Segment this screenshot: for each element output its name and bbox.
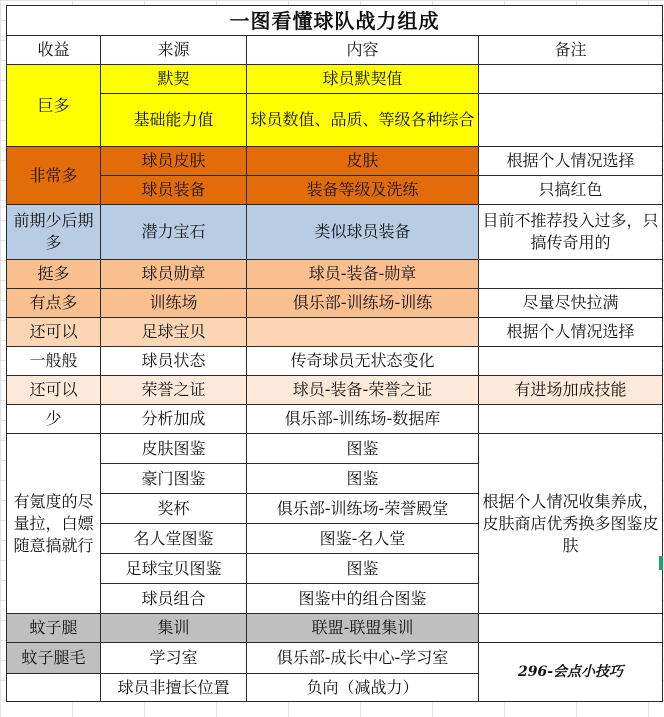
content-cell[interactable]: 球员-装备-荣誉之证	[247, 376, 479, 405]
source-cell[interactable]: 皮肤图鉴	[101, 434, 247, 464]
content-cell[interactable]: 负向（减战力）	[247, 674, 479, 702]
content-cell[interactable]: 图鉴	[247, 464, 479, 494]
income-cell[interactable]: 少	[7, 405, 101, 434]
source-cell[interactable]: 潜力宝石	[101, 205, 247, 260]
income-cell[interactable]: 蚊子腿毛	[7, 643, 101, 674]
note-cell[interactable]	[479, 94, 663, 147]
source-cell[interactable]: 足球宝贝图鉴	[101, 554, 247, 584]
income-cell[interactable]	[7, 674, 101, 702]
income-cell[interactable]: 蚊子腿	[7, 614, 101, 643]
income-cell[interactable]: 一般般	[7, 347, 101, 376]
table-title: 一图看懂球队战力组成	[7, 6, 663, 36]
content-cell[interactable]: 俱乐部-训练场-荣誉殿堂	[247, 494, 479, 524]
content-cell[interactable]: 俱乐部-训练场-训练	[247, 289, 479, 318]
source-cell[interactable]: 默契	[101, 65, 247, 94]
content-cell[interactable]: 图鉴	[247, 554, 479, 584]
header-content[interactable]: 内容	[247, 36, 479, 65]
income-cell[interactable]: 还可以	[7, 376, 101, 405]
content-cell[interactable]: 图鉴中的组合图鉴	[247, 584, 479, 614]
cell-selection-marker	[659, 556, 663, 570]
content-cell[interactable]: 皮肤	[247, 147, 479, 176]
header-source[interactable]: 来源	[101, 36, 247, 65]
note-cell[interactable]: 根据个人情况选择	[479, 147, 663, 176]
content-cell[interactable]: 联盟-联盟集训	[247, 614, 479, 643]
source-cell[interactable]: 球员组合	[101, 584, 247, 614]
content-cell[interactable]: 装备等级及洗练	[247, 176, 479, 205]
source-cell[interactable]: 名人堂图鉴	[101, 524, 247, 554]
note-cell[interactable]: 根据个人情况选择	[479, 318, 663, 347]
source-cell[interactable]: 球员状态	[101, 347, 247, 376]
content-cell[interactable]: 俱乐部-成长中心-学习室	[247, 643, 479, 674]
author-signature: 296-会点小技巧	[479, 643, 663, 702]
note-cell[interactable]: 尽量尽快拉满	[479, 289, 663, 318]
header-note[interactable]: 备注	[479, 36, 663, 65]
source-cell[interactable]: 球员皮肤	[101, 147, 247, 176]
source-cell[interactable]: 球员勋章	[101, 260, 247, 289]
source-cell[interactable]: 奖杯	[101, 494, 247, 524]
income-cell[interactable]: 非常多	[7, 147, 101, 205]
content-cell[interactable]: 俱乐部-训练场-数据库	[247, 405, 479, 434]
note-cell[interactable]	[479, 260, 663, 289]
content-cell[interactable]: 球员-装备-勋章	[247, 260, 479, 289]
income-cell[interactable]: 有点多	[7, 289, 101, 318]
source-cell[interactable]: 学习室	[101, 643, 247, 674]
team-power-table	[6, 5, 663, 702]
income-cell[interactable]: 前期少后期多	[7, 205, 101, 260]
source-cell[interactable]: 分析加成	[101, 405, 247, 434]
note-cell[interactable]: 只搞红色	[479, 176, 663, 205]
note-cell[interactable]: 根据个人情况收集养成，皮肤商店优秀换多图鉴皮肤	[479, 434, 663, 614]
income-cell[interactable]: 挺多	[7, 260, 101, 289]
income-cell[interactable]: 还可以	[7, 318, 101, 347]
note-cell[interactable]	[479, 614, 663, 643]
note-cell[interactable]: 有进场加成技能	[479, 376, 663, 405]
source-cell[interactable]: 足球宝贝	[101, 318, 247, 347]
content-cell[interactable]: 球员数值、品质、等级各种综合	[247, 94, 479, 147]
source-cell[interactable]: 集训	[101, 614, 247, 643]
note-cell[interactable]	[479, 65, 663, 94]
content-cell[interactable]: 图鉴	[247, 434, 479, 464]
note-cell[interactable]: 目前不推荐投入过多，只搞传奇用的	[479, 205, 663, 260]
income-cell[interactable]: 有氪度的尽量拉，白嫖随意搞就行	[7, 434, 101, 614]
note-cell[interactable]	[479, 347, 663, 376]
content-cell[interactable]	[247, 318, 479, 347]
source-cell[interactable]: 球员装备	[101, 176, 247, 205]
content-cell[interactable]: 传奇球员无状态变化	[247, 347, 479, 376]
content-cell[interactable]: 球员默契值	[247, 65, 479, 94]
header-income[interactable]: 收益	[7, 36, 101, 65]
content-cell[interactable]: 图鉴-名人堂	[247, 524, 479, 554]
income-cell[interactable]: 巨多	[7, 65, 101, 147]
source-cell[interactable]: 球员非擅长位置	[101, 674, 247, 702]
source-cell[interactable]: 基础能力值	[101, 94, 247, 147]
content-cell[interactable]: 类似球员装备	[247, 205, 479, 260]
source-cell[interactable]: 豪门图鉴	[101, 464, 247, 494]
source-cell[interactable]: 荣誉之证	[101, 376, 247, 405]
note-cell[interactable]	[479, 405, 663, 434]
source-cell[interactable]: 训练场	[101, 289, 247, 318]
